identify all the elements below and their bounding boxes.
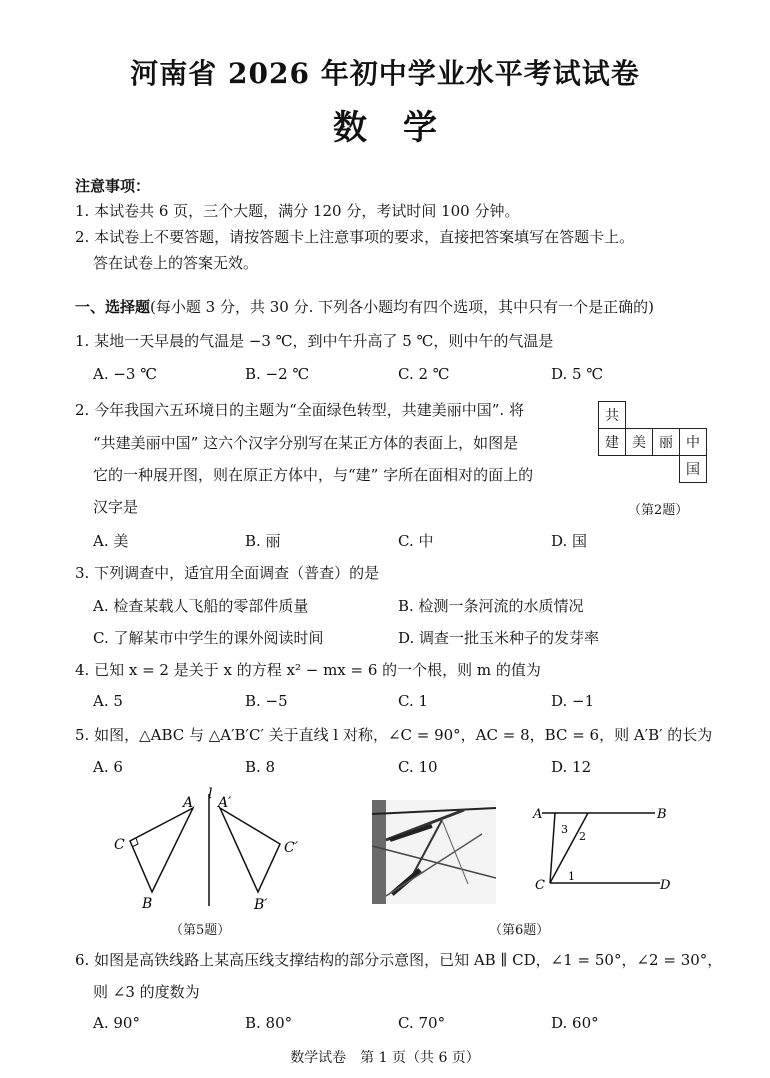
q5-option-a[interactable]: A. 6: [93, 758, 123, 776]
q5-option-c[interactable]: C. 10: [398, 758, 438, 776]
q3-option-a[interactable]: A. 检查某载人飞船的零部件质量: [93, 597, 309, 615]
q5-option-b[interactable]: B. 8: [245, 758, 276, 776]
angle-label-3: 3: [561, 823, 568, 836]
q1-option-b[interactable]: B. −2 ℃: [245, 365, 310, 383]
q6-option-d[interactable]: D. 60°: [551, 1014, 599, 1032]
notice-item-1: 1. 本试卷共 6 页，三个大题，满分 120 分，考试时间 100 分钟。: [75, 202, 520, 220]
label-a: A: [533, 807, 543, 822]
notice-heading: 注意事项：: [75, 177, 151, 195]
q2-line-3: 它的一种展开图，则在原正方体中，与“建” 字所在面相对的面上的: [93, 466, 534, 484]
q2-line-4: 汉字是: [93, 498, 139, 516]
notice-item-2: 2. 本试卷上不要答题，请按答题卡上注意事项的要求，直接把答案填写在答题卡上。: [75, 228, 635, 246]
subject-title: 数学: [333, 108, 473, 148]
section-note: (每小题 3 分，共 30 分. 下列各小题均有四个选项，其中只有一个是正确的): [150, 298, 654, 316]
label-a2: A′: [218, 795, 232, 811]
q4-option-b[interactable]: B. −5: [245, 692, 288, 710]
label-c: C: [114, 837, 125, 853]
q6-option-b[interactable]: B. 80°: [245, 1014, 293, 1032]
q5-caption: （第5题）: [170, 923, 231, 938]
q2-option-d[interactable]: D. 国: [551, 532, 588, 550]
q2-option-a[interactable]: A. 美: [93, 532, 129, 550]
q2-option-b[interactable]: B. 丽: [245, 532, 281, 550]
q2-caption: （第2题）: [628, 503, 689, 518]
q6-option-c[interactable]: C. 70°: [398, 1014, 446, 1032]
net-cell-zhong: 中: [680, 429, 707, 456]
q6-line-2: 则 ∠3 的度数为: [93, 983, 200, 1001]
photo-pole: [372, 800, 386, 904]
label-a: A: [183, 795, 194, 811]
q4-option-a[interactable]: A. 5: [93, 692, 123, 710]
q1-option-d[interactable]: D. 5 ℃: [551, 365, 604, 383]
q6-geometry-figure: [530, 800, 680, 900]
net-cell-guo: 国: [680, 456, 707, 483]
q6-caption: （第6题）: [489, 923, 550, 938]
label-d: D: [660, 878, 671, 893]
q4-option-d[interactable]: D. −1: [551, 692, 595, 710]
net-cell-li: 丽: [653, 429, 680, 456]
q2-option-c[interactable]: C. 中: [398, 532, 434, 550]
net-cell-jian: 建: [599, 429, 626, 456]
notice-item-2-cont: 答在试卷上的答案无效。: [93, 254, 259, 272]
q5-stem: 5. 如图，△ABC 与 △A′B′C′ 关于直线 l 对称，∠C = 90°，AC = 8，BC = 6，则 A′B′ 的长为: [75, 726, 713, 744]
section-heading: [75, 297, 654, 317]
q3-stem: 3. 下列调查中，适宜用全面调查（普查）的是: [75, 564, 380, 582]
q3-option-c[interactable]: C. 了解某市中学生的课外阅读时间: [93, 629, 324, 647]
q2-line-2: “共建美丽中国” 这六个汉字分别写在某正方体的表面上，如图是: [93, 434, 519, 452]
q4-option-c[interactable]: C. 1: [398, 692, 429, 710]
q2-line-1: 2. 今年我国六五环境日的主题为“全面绿色转型，共建美丽中国”. 将: [75, 401, 524, 419]
q5-triangle-figure: [100, 786, 320, 916]
triangle-a2b2c2: [220, 808, 280, 892]
label-b: B: [657, 807, 667, 822]
label-b: B: [142, 896, 153, 912]
line-ac: [550, 813, 555, 883]
q6-option-a[interactable]: A. 90°: [93, 1014, 140, 1032]
q1-option-c[interactable]: C. 2 ℃: [398, 365, 450, 383]
section-title: 一、选择题: [75, 298, 151, 316]
q1-option-a[interactable]: A. −3 ℃: [93, 365, 158, 383]
net-cell-gong: 共: [599, 402, 626, 429]
triangle-abc: [130, 808, 193, 892]
exam-title: 河南省 2026 年初中学业水平考试试卷: [130, 57, 640, 90]
q4-stem: 4. 已知 x = 2 是关于 x 的方程 x² − mx = 6 的一个根，则 m 的值为: [75, 661, 541, 679]
label-l: l: [208, 786, 213, 802]
label-c2: C′: [284, 840, 298, 856]
angle-label-2: 2: [579, 830, 586, 843]
cube-net-figure: [598, 401, 707, 483]
q5-option-d[interactable]: D. 12: [551, 758, 592, 776]
photo-background: [372, 800, 496, 904]
q3-option-b[interactable]: B. 检测一条河流的水质情况: [398, 597, 584, 615]
label-c: C: [535, 878, 545, 893]
angle-label-1: 1: [568, 870, 575, 883]
q6-photo-figure: [372, 800, 496, 904]
q1-stem: 1. 某地一天早晨的气温是 −3 ℃，到中午升高了 5 ℃，则中午的气温是: [75, 332, 554, 350]
label-b2: B′: [254, 897, 268, 913]
q6-line-1: 6. 如图是高铁线路上某高压线支撑结构的部分示意图，已知 AB ∥ CD，∠1 = 50°，∠2 = 30°，: [75, 951, 723, 969]
net-cell-mei: 美: [626, 429, 653, 456]
q3-option-d[interactable]: D. 调查一批玉米种子的发芽率: [398, 629, 600, 647]
page-footer: 数学试卷 第 1 页（共 6 页）: [290, 1050, 480, 1066]
